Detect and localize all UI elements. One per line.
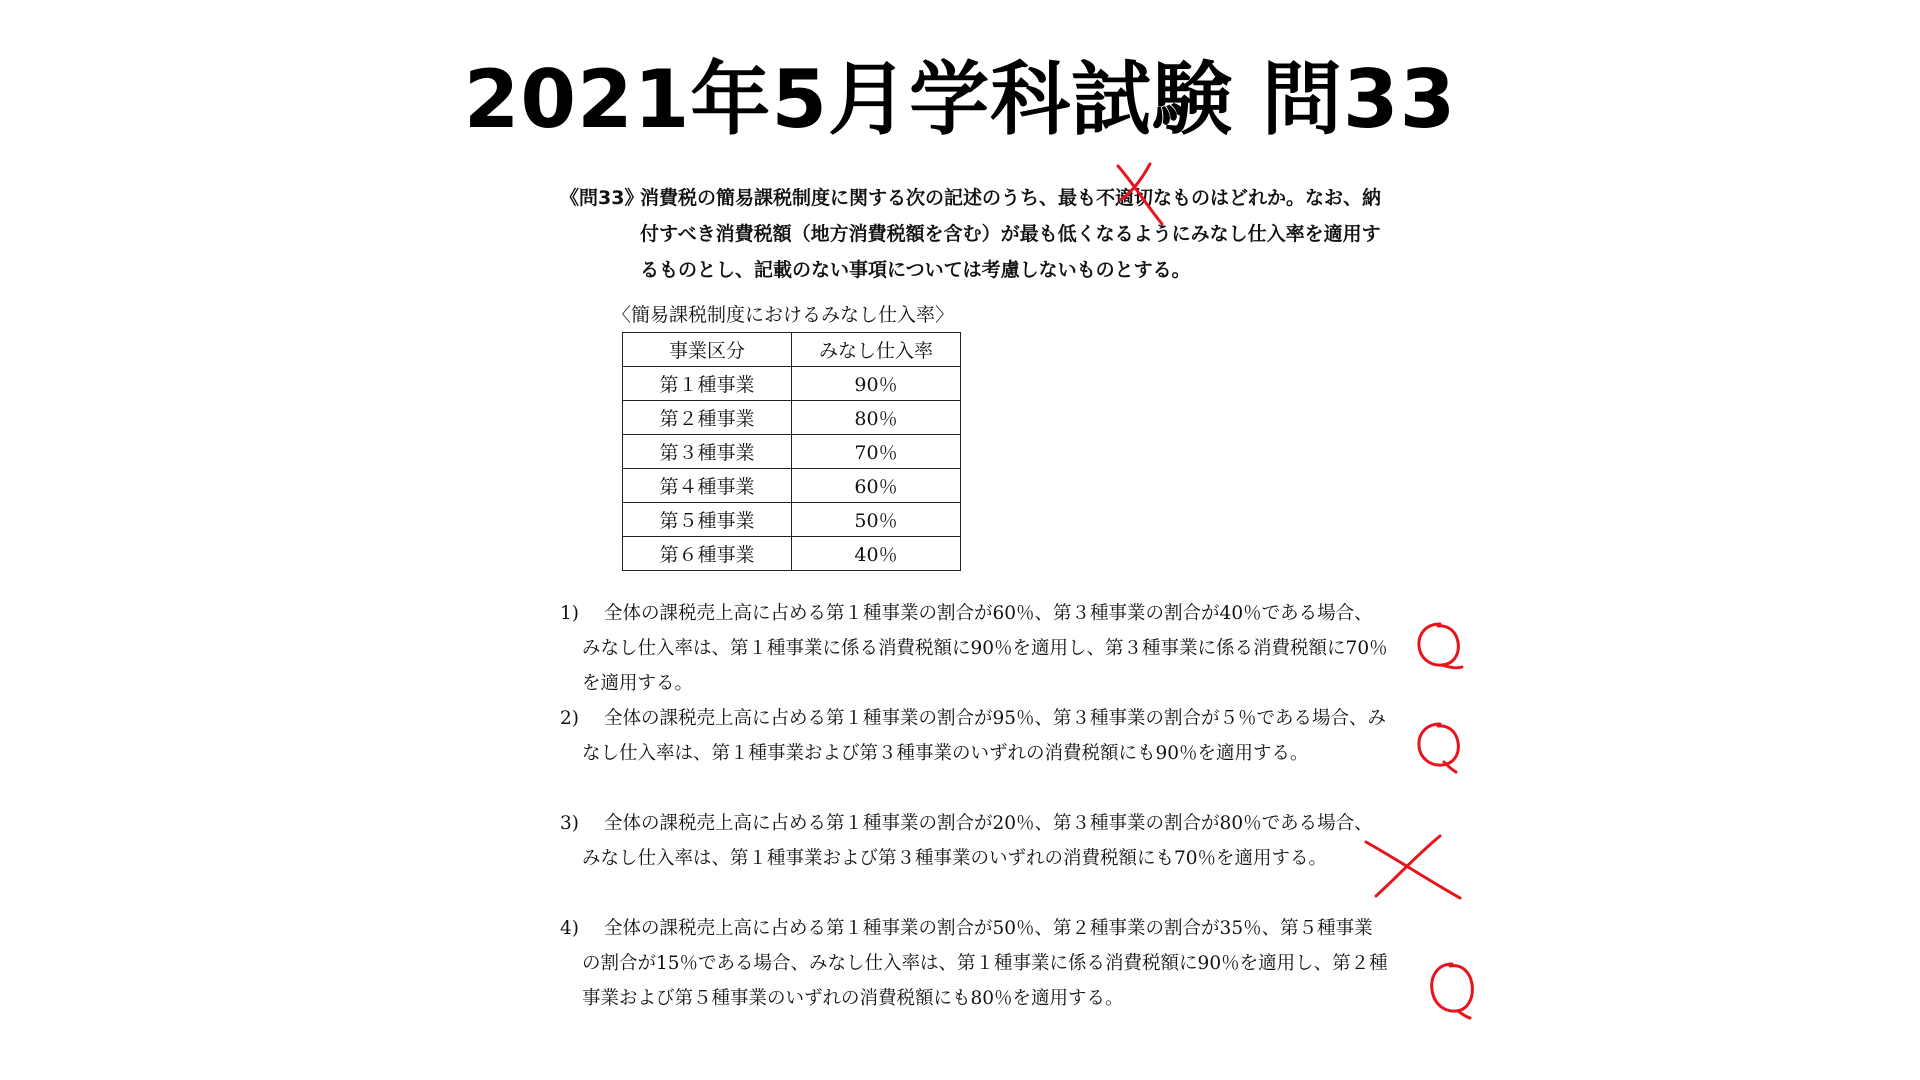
table-cell: 60％ [792, 469, 961, 503]
table-cell: 第３種事業 [623, 435, 792, 469]
table-header-cell: 事業区分 [623, 333, 792, 367]
option-text: 全体の課税売上高に占める第１種事業の割合が20％、第３種事業の割合が80％である場合、みなし仕入率は、第１種事業および第３種事業のいずれの消費税額にも70％を適用する。 [582, 813, 1373, 869]
table-row [623, 401, 961, 435]
correct-circle-icon [1412, 618, 1468, 674]
table-row [623, 503, 961, 537]
question-number: 《問33》 [560, 187, 644, 209]
option-number: 2) [560, 708, 579, 729]
table-cell: 第１種事業 [623, 367, 792, 401]
table-row [623, 537, 961, 571]
table-row [623, 469, 961, 503]
handwritten-cross-icon [1110, 160, 1170, 230]
table-caption: 〈簡易課税制度におけるみなし仕入率〉 [612, 304, 955, 326]
table-cell: 第６種事業 [623, 537, 792, 571]
table-cell: 第４種事業 [623, 469, 792, 503]
table-cell: 80％ [792, 401, 961, 435]
table-cell: 第２種事業 [623, 401, 792, 435]
answer-option-4 [560, 911, 1390, 1016]
table-header-cell: みなし仕入率 [792, 333, 961, 367]
table-cell: 40％ [792, 537, 961, 571]
table-cell: 第５種事業 [623, 503, 792, 537]
option-text: 全体の課税売上高に占める第１種事業の割合が50％、第２種事業の割合が35％、第５種事業の割合が15％である場合、みなし仕入率は、第１種事業に係る消費税額に90％を適用し、第２種事業および第５種事業のいずれの消費税額にも80％を適用する。 [582, 918, 1388, 1009]
option-text: 全体の課税売上高に占める第１種事業の割合が60％、第３種事業の割合が40％である場合、みなし仕入率は、第１種事業に係る消費税額に90％を適用し、第３種事業に係る消費税額に70％を適用する。 [582, 603, 1388, 694]
table-cell: 50％ [792, 503, 961, 537]
table-cell: 90％ [792, 367, 961, 401]
answer-option-2 [560, 701, 1390, 806]
table-row [623, 435, 961, 469]
slide-title: 2021年5月学科試験 問33 [463, 53, 1457, 146]
option-text: 全体の課税売上高に占める第１種事業の割合が95％、第３種事業の割合が５％である場合、みなし仕入率は、第１種事業および第３種事業のいずれの消費税額にも90％を適用する。 [582, 708, 1387, 764]
option-number: 3) [560, 813, 579, 834]
option-number: 1) [560, 603, 579, 624]
table-row [623, 367, 961, 401]
deemed-purchase-rate-table [622, 332, 961, 571]
correct-circle-icon [1412, 718, 1468, 774]
answer-option-1 [560, 596, 1390, 701]
correct-circle-icon [1424, 956, 1480, 1020]
question-text: 消費税の簡易課税制度に関する次の記述のうち、最も不適切なものはどれか。なお、納付すべき消費税額（地方消費税額を含む）が最も低くなるようにみなし仕入率を適用するものとし、記載のない事項については考慮しないものとする。 [640, 187, 1382, 281]
option-number: 4) [560, 918, 579, 939]
incorrect-cross-icon [1358, 832, 1468, 902]
answer-options [560, 596, 1390, 1016]
answer-option-3 [560, 806, 1390, 911]
table-cell: 70％ [792, 435, 961, 469]
table-header-row [623, 333, 961, 367]
